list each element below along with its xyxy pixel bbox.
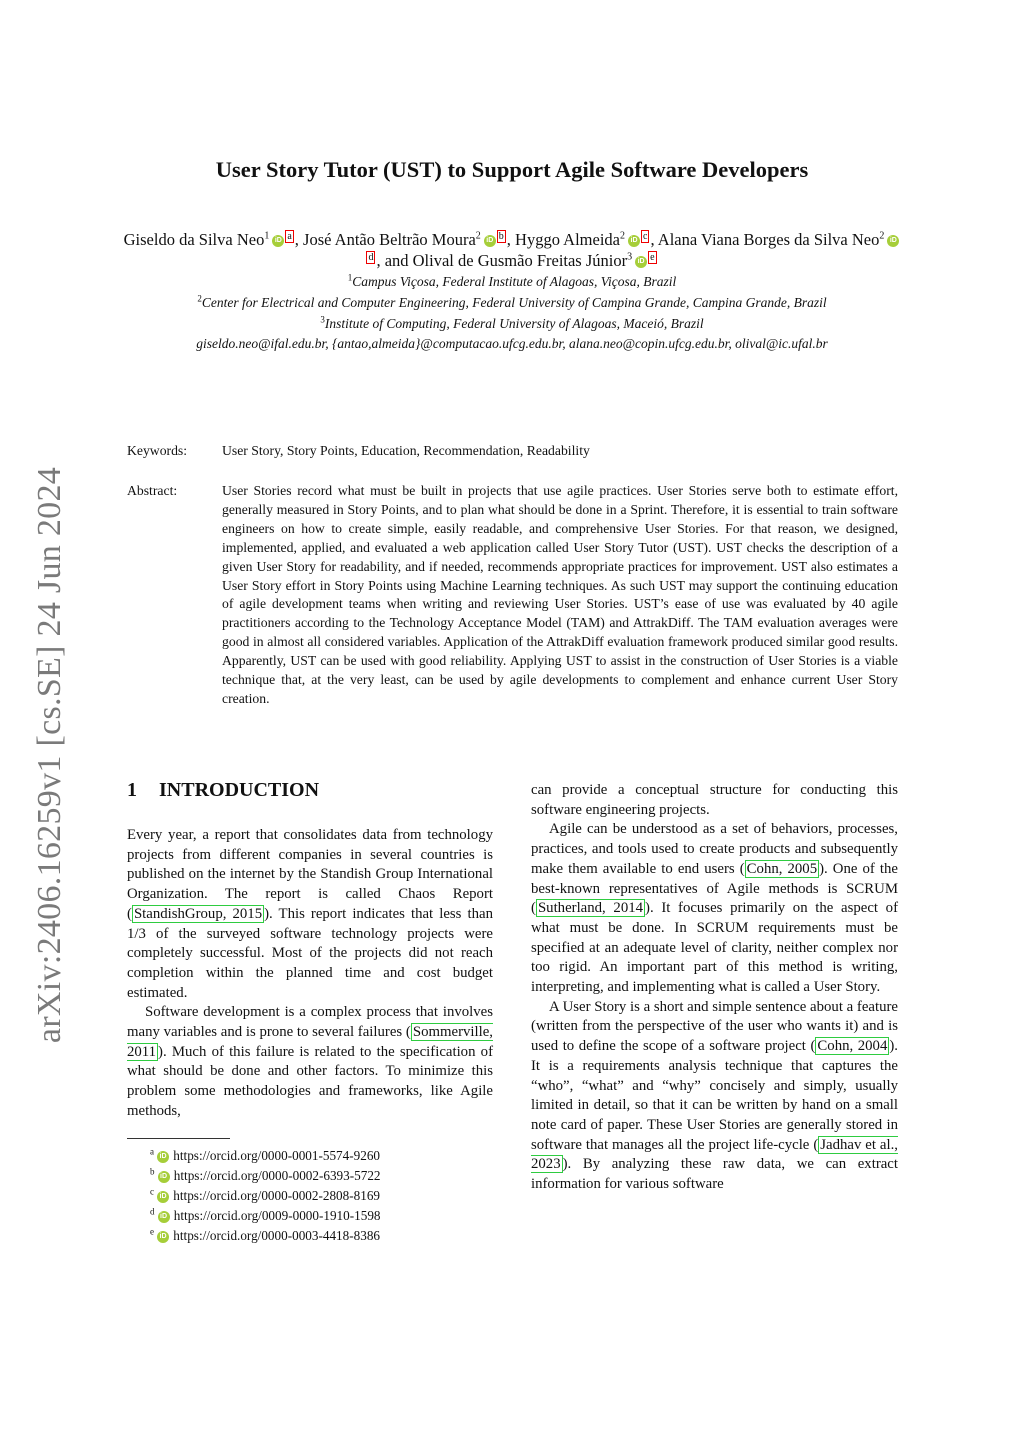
affiliation — [118, 314, 906, 334]
abstract-text: User Stories record what must be built in projects that use agile practices. User Stories serve both to estimate effort, generally measured in Story Points, and to plan what should be done in a Sprint. Therefore, it is essential to train software engineers on how to create simple, easily readable, and comprehensive User Stories. For that reason, we designed, implemented, applied, and evaluated a web application called User Story Tutor (UST). UST checks the description of a given User Story for readability, and if needed, recommends appropriate practices for improvement. UST also estimates a User Story effort in Story Points using Machine Learning techniques. As such UST may support the continuing education of agile development teams when writing and reviewing User Stories. UST’s ease of use was evaluated by 40 agile practitioners according to the Technology Acceptance Model (TAM) and AttrakDiff. The TAM evaluation averages were good in almost all considered variables. Application of the AttrakDiff evaluation framework produced similar good results. Apparently, UST can be used with good reliability. Applying UST to assist in the construction of User Stories is a viable technique that, at the very least, can be used by agile developments to complement and enhance current User Story creation. — [222, 483, 898, 706]
author-block — [118, 229, 906, 354]
footnote — [150, 1166, 381, 1186]
orcid-icon: iD — [157, 1231, 169, 1243]
orcid-url[interactable]: https://orcid.org/0009-0000-1910-1598 — [173, 1208, 381, 1223]
affiliation-text: Campus Viçosa, Federal Institute of Alagoas, Viçosa, Brazil — [352, 274, 677, 289]
orcid-icon[interactable]: iD — [635, 256, 647, 268]
affiliation-number: 3 — [320, 314, 325, 325]
author-affil-number: 2 — [620, 230, 625, 242]
affiliation — [118, 272, 906, 292]
orcid-url[interactable]: https://orcid.org/0000-0002-6393-5722 — [173, 1168, 381, 1183]
author-affil-number: 2 — [475, 230, 481, 242]
right-column — [531, 781, 898, 1195]
orcid-footnote-link[interactable]: e — [650, 251, 655, 263]
affiliation-text: Center for Electrical and Computer Engineering, Federal University of Campina Grande, Campina Grande, Brazil — [201, 295, 827, 310]
orcid-url[interactable]: https://orcid.org/0000-0001-5574-9260 — [173, 1148, 381, 1163]
author-name: Hyggo Almeida — [515, 230, 620, 249]
author-name: José Antão Beltrão Moura — [303, 230, 476, 249]
footnote — [150, 1146, 381, 1166]
citation-link[interactable]: StandishGroup, 2015 — [133, 905, 263, 922]
orcid-icon: iD — [157, 1151, 169, 1163]
affiliation-text: Institute of Computing, Federal University of Alagoas, Maceió, Brazil — [324, 316, 704, 331]
orcid-url[interactable]: https://orcid.org/0000-0003-4418-8386 — [173, 1228, 381, 1243]
body-paragraph: can provide a conceptual structure for conducting this software engineering projects. — [531, 782, 898, 818]
body-paragraph: Software development is a complex process that involves many variables and is prone to several failures ( Sommerville, 2011 ). Much of this failure is related to the specification of what should be done and other factors. To minimize this problem some methodologies and frameworks, like Agile methods, — [127, 1004, 493, 1119]
footnote-list — [150, 1146, 381, 1246]
author-affil-number: 3 — [627, 251, 633, 263]
left-column — [127, 776, 493, 1122]
body-paragraph: A User Story is a short and simple sentence about a feature (written from the perspective of the user who wants it) and is used to define the scope of a software project ( Cohn, 2004 ). It is a requirements analysis technique that captures the “who”, “what” and “why” concisely and simply, usually limited in detail, so that it can be written by hand on a small note card of paper. These User Stories are generally stored in software that manages all the project life-cycle ( Jadhav et al., 2023 ). By analyzing these raw data, we can extract information for various software — [531, 998, 899, 1193]
author-affil-number: 1 — [264, 230, 270, 242]
author-affil-number: 2 — [879, 230, 885, 242]
paper-title: User Story Tutor (UST) to Support Agile Software Developers — [215, 157, 809, 182]
orcid-icon: iD — [158, 1171, 170, 1183]
affiliation — [118, 293, 906, 313]
footnote-mark: b — [150, 1166, 155, 1177]
footnote — [150, 1226, 381, 1246]
footnote-mark: e — [150, 1226, 154, 1237]
keywords-label: Keywords: — [127, 443, 188, 458]
orcid-icon: iD — [157, 1191, 169, 1203]
arxiv-identifier: arXiv:2406.16259v1 [cs.SE] 24 Jun 2024 — [31, 466, 68, 1044]
footnote — [150, 1206, 381, 1226]
citation-link[interactable]: Jadhav et al., 2023 — [531, 1136, 899, 1173]
footnote-rule — [127, 1138, 230, 1139]
footnote-mark: a — [150, 1146, 154, 1157]
orcid-icon[interactable]: iD — [628, 235, 640, 247]
citation-link[interactable]: Sommerville, 2011 — [127, 1024, 493, 1060]
left-column-body — [127, 826, 493, 1122]
footnote-mark: d — [150, 1206, 155, 1217]
affiliation-list — [118, 272, 906, 334]
section-heading — [127, 776, 493, 804]
citation-link[interactable]: Cohn, 2004 — [817, 1038, 888, 1055]
orcid-icon: iD — [158, 1211, 170, 1223]
section-number: 1 — [127, 779, 137, 801]
section-title: INTRODUCTION — [159, 779, 320, 801]
orcid-icon[interactable]: iD — [484, 235, 496, 247]
author-emails: giseldo.neo@ifal.edu.br, {antao,almeida}@computacao.ufcg.edu.br, alana.neo@copin.ufcg.edu.br, olival@ic.ufal.br — [196, 336, 828, 351]
orcid-icon[interactable]: iD — [887, 235, 899, 247]
author-name: Olival de Gusmão Freitas Júnior — [412, 251, 628, 270]
author-name: Alana Viana Borges da Silva Neo — [657, 230, 880, 249]
orcid-footnote-link[interactable]: a — [287, 230, 292, 242]
orcid-footnote-link[interactable]: b — [498, 230, 504, 242]
citation-link[interactable]: Sutherland, 2014 — [537, 900, 644, 917]
footnote-mark: c — [150, 1186, 154, 1197]
orcid-url[interactable]: https://orcid.org/0000-0002-2808-8169 — [173, 1188, 381, 1203]
right-column-body — [531, 781, 898, 1195]
author-name: Giseldo da Silva Neo — [123, 230, 265, 249]
orcid-footnote-link[interactable]: d — [368, 251, 374, 263]
orcid-icon[interactable]: iD — [272, 235, 284, 247]
citation-link[interactable]: Cohn, 2005 — [746, 860, 818, 877]
author-list: Giseldo da Silva Neo$^1$ iD $^a$ , José Antão Beltrão Moura$^2$ iD $^b$ , Hyggo Almeida$^2$ iD $^c$ , Alana Viana Borges da Silva Neo$^2$ iD$^d$ , and Olival de Gusmão Freitas Júnior$^3$ iD $^e$ — [118, 229, 906, 271]
body-paragraph: Agile can be understood as a set of behaviors, processes, practices, and tools used to create products and subsequently make them available to end users ( Cohn, 2005 ). One of the best-known representatives of Agile methods is SCRUM ( Sutherland, 2014 ). It focuses primarily on the aspect of what must be done. In SCRUM requirements must be specified at an adequate level of clarity, neither complex nor too rigid. An important part of this method is writing, interpreting, and implementing what is called a User Story. — [531, 821, 899, 996]
affiliation-number: 2 — [197, 293, 202, 304]
affiliation-number: 1 — [347, 272, 353, 283]
footnote — [150, 1186, 381, 1206]
body-paragraph: Every year, a report that consolidates data from technology projects from different companies in several countries is published on the internet by the Standish Group International Organization. The report is called Chaos Report ( StandishGroup, 2015 ). This report indicates that less than 1/3 of the surveyed software technology projects were completely successful. Most of the projects did not reach completion within the planned time and cost budget estimated. — [127, 827, 493, 1001]
abstract-label: Abstract: — [127, 483, 178, 498]
keywords-text: User Story, Story Points, Education, Recommendation, Readability — [222, 443, 590, 458]
orcid-footnote-link[interactable]: c — [643, 230, 648, 242]
